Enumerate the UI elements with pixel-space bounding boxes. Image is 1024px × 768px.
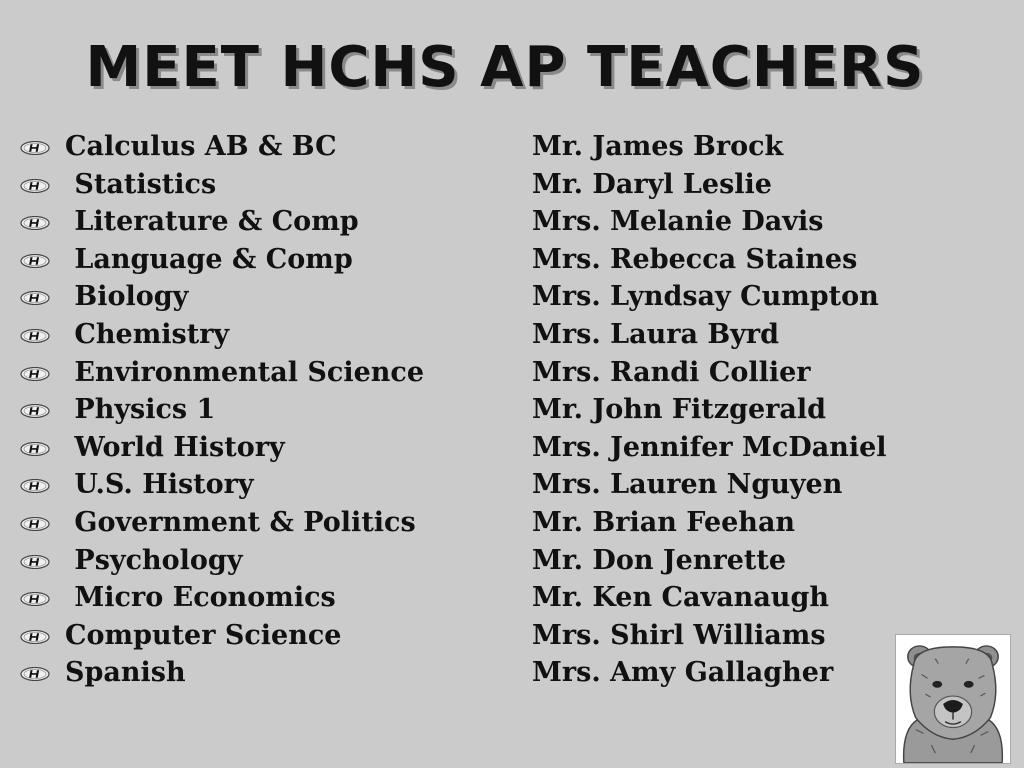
teacher-name: Mr. Don Jenrette [532, 544, 786, 576]
school-h-logo-icon [20, 517, 50, 531]
page-title: MEET HCHS AP TEACHERS [85, 35, 925, 100]
teacher-name: Mrs. Jennifer McDaniel [532, 431, 887, 463]
teacher-name: Mrs. Amy Gallagher [532, 657, 834, 689]
teacher-name: Mrs. Lyndsay Cumpton [532, 281, 879, 313]
teacher-name: Mr. Daryl Leslie [532, 168, 772, 200]
course-name: Computer Science [65, 619, 342, 651]
teacher-row [0, 618, 900, 656]
teacher-name: Mr. Brian Feehan [532, 506, 796, 538]
teacher-name: Mrs. Melanie Davis [532, 206, 824, 238]
course-name: Micro Economics [65, 582, 336, 614]
course-name: World History [65, 431, 285, 463]
course-name: Government & Politics [65, 506, 416, 538]
course-name: Language & Comp [65, 243, 353, 275]
bear-mascot-icon [896, 635, 1010, 763]
course-name: Calculus AB & BC [65, 131, 337, 162]
course-name: Literature & Comp [65, 206, 359, 238]
school-h-logo-icon [20, 592, 50, 606]
course-name: Environmental Science [65, 356, 425, 388]
school-h-logo-icon [20, 141, 50, 155]
teacher-row [0, 242, 900, 280]
teacher-row [0, 655, 900, 693]
course-name: Physics 1 [65, 394, 216, 426]
teacher-name: Mrs. Shirl Williams [532, 619, 826, 651]
teacher-row [0, 580, 900, 618]
school-h-logo-icon [20, 291, 50, 305]
course-name: Spanish [65, 657, 186, 689]
teacher-list [0, 129, 900, 693]
school-h-logo-icon [20, 555, 50, 569]
school-h-logo-icon [20, 479, 50, 493]
teacher-row [0, 467, 900, 505]
school-h-logo-icon [20, 329, 50, 343]
teacher-name: Mrs. Randi Collier [532, 356, 811, 388]
school-h-logo-icon [20, 442, 50, 456]
bear-mascot-image [895, 634, 1011, 764]
school-h-logo-icon [20, 254, 50, 268]
teacher-row [0, 279, 900, 317]
teacher-row [0, 204, 900, 242]
school-h-logo-icon [20, 630, 50, 644]
teacher-row [0, 430, 900, 468]
teacher-name: Mrs. Rebecca Staines [532, 243, 858, 275]
teacher-row [0, 317, 900, 355]
teacher-name: Mr. James Brock [532, 131, 784, 162]
course-name: Biology [65, 281, 189, 313]
teacher-row [0, 167, 900, 205]
school-h-logo-icon [20, 216, 50, 230]
course-name: Statistics [65, 168, 217, 200]
teacher-row [0, 505, 900, 543]
teacher-row [0, 392, 900, 430]
school-h-logo-icon [20, 404, 50, 418]
teacher-row [0, 355, 900, 393]
teacher-name: Mr. John Fitzgerald [532, 394, 827, 426]
teacher-row [0, 129, 900, 167]
course-name: Chemistry [65, 318, 230, 350]
school-h-logo-icon [20, 179, 50, 193]
teacher-name: Mrs. Lauren Nguyen [532, 469, 843, 501]
school-h-logo-icon [20, 367, 50, 381]
teacher-name: Mr. Ken Cavanaugh [532, 582, 829, 614]
course-name: U.S. History [65, 469, 254, 501]
school-h-logo-icon [20, 667, 50, 681]
teacher-row [0, 543, 900, 581]
teacher-name: Mrs. Laura Byrd [532, 318, 779, 350]
course-name: Psychology [65, 544, 243, 576]
